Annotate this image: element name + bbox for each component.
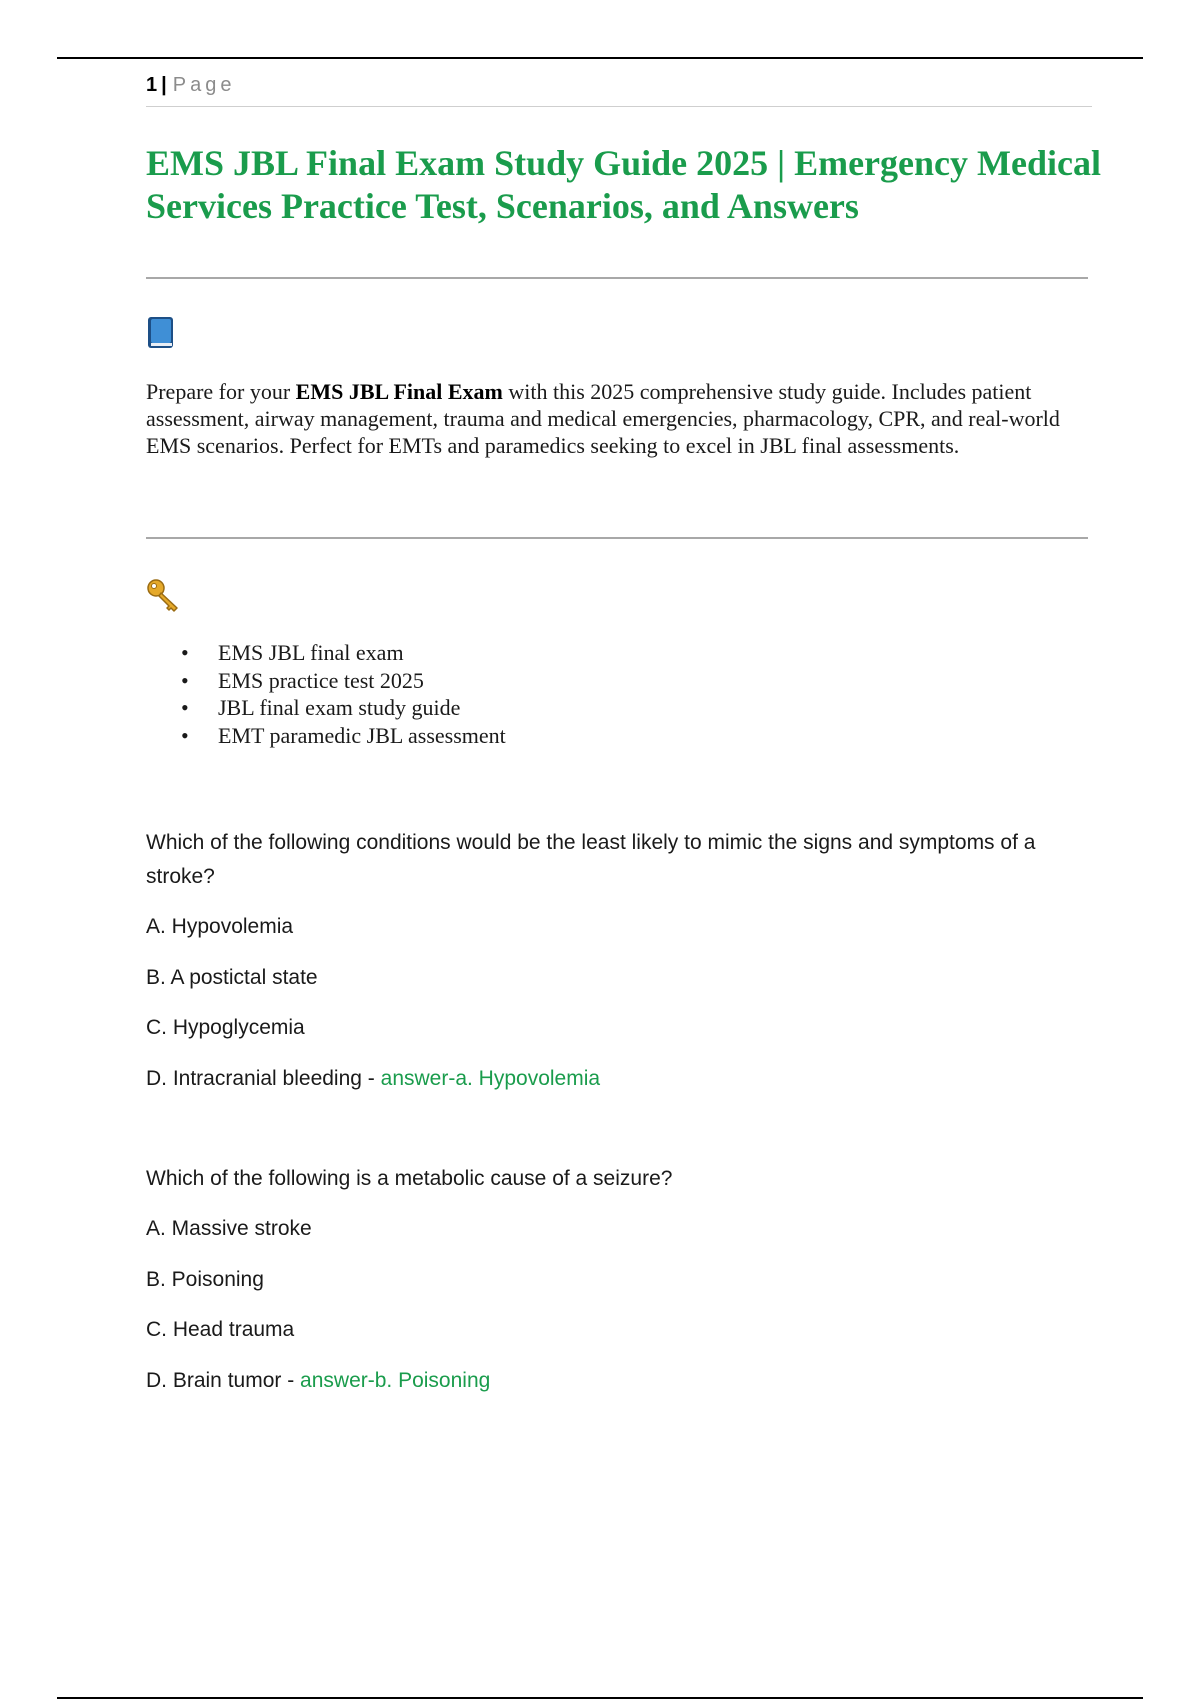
intro-suffix: with this 2025 comprehensive study guide. Includes patient assessment, airway management, trauma and medical emergencies, pharmacology, CPR, and real-world EMS scenarios. Perfect for EMTs and paramedics seeking to excel in JBL final assessments. <box>146 379 1060 458</box>
option-c: C. Hypoglycemia <box>146 1016 305 1040</box>
option-d <box>146 1364 1096 1398</box>
option-d <box>146 1062 1096 1096</box>
question-block-2 <box>146 1162 1096 1414</box>
list-item: • EMS JBL final exam <box>146 639 1046 667</box>
book-icon <box>146 316 176 350</box>
option-b: B. Poisoning <box>146 1267 264 1291</box>
key-icon <box>146 578 182 612</box>
top-border-line <box>57 57 1143 59</box>
list-item: • JBL final exam study guide <box>146 694 1046 722</box>
option-d-text: D. Brain tumor <box>146 1368 282 1392</box>
option-c: C. Head trauma <box>146 1318 295 1342</box>
bottom-border-line <box>57 1697 1143 1699</box>
section-divider <box>146 537 1088 539</box>
answer-separator: - <box>281 1368 301 1392</box>
page-separator: | <box>161 74 167 96</box>
answer-text: answer-a. Hypovolemia <box>380 1066 601 1090</box>
question-stem: Which of the following conditions would be the least likely to mimic the signs and symptoms of a stroke? <box>146 831 1036 888</box>
intro-prefix: Prepare for your <box>146 379 296 404</box>
question-stem: Which of the following is a metabolic cause of a seizure? <box>146 1167 673 1190</box>
page-label: Page <box>172 74 236 96</box>
question-block-1 <box>146 826 1096 1112</box>
option-a: A. Hypovolemia <box>146 915 294 938</box>
intro-paragraph <box>146 378 1091 459</box>
page-number: 1 <box>146 74 158 96</box>
list-item: • EMS practice test 2025 <box>146 667 1046 695</box>
page-header <box>146 74 1092 107</box>
option-b: B. A postictal state <box>146 965 318 989</box>
section-divider <box>146 277 1088 279</box>
answer-separator: - <box>361 1066 381 1090</box>
option-a: A. Massive stroke <box>146 1217 312 1240</box>
option-d-text: D. Intracranial bleeding <box>146 1066 362 1090</box>
answer-text: answer-b. Poisoning <box>300 1368 491 1392</box>
list-item: • EMT paramedic JBL assessment <box>146 722 1046 750</box>
keyword-list <box>146 639 1046 749</box>
document-title: EMS JBL Final Exam Study Guide 2025 | Emergency Medical Services Practice Test, Scenarios, and Answers <box>146 143 1101 226</box>
intro-bold-exam-name: EMS JBL Final Exam <box>295 379 503 404</box>
